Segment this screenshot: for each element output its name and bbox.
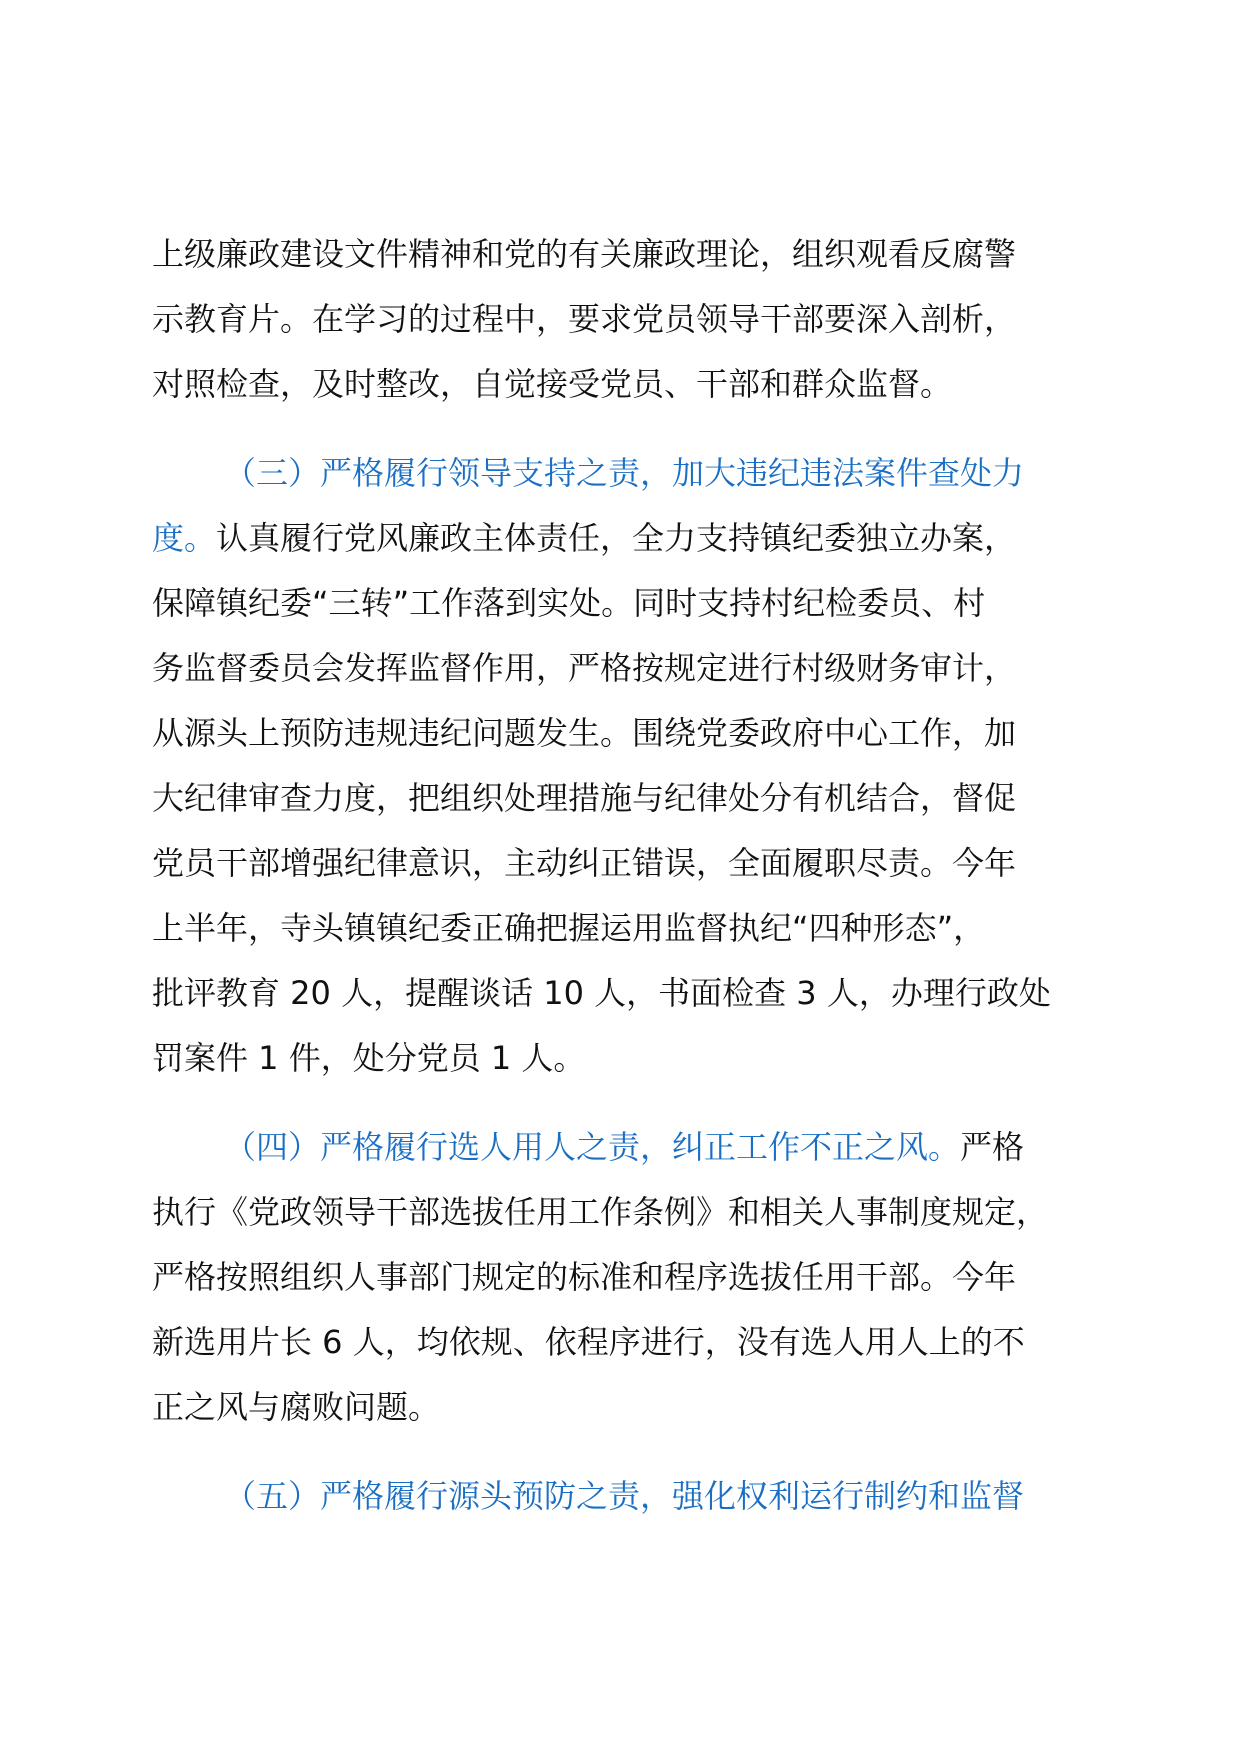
- text-line: 对照检查，及时整改，自觉接受党员、干部和群众监督。: [152, 365, 953, 403]
- text-line: [152, 1115, 1117, 1180]
- paragraph-section-four: [152, 1115, 1117, 1440]
- text-line: 罚案件 1 件，处分党员 1 人。: [152, 1039, 586, 1077]
- section-heading-four: （四）严格履行选人用人之责，纠正工作不正之风。: [224, 1128, 961, 1166]
- text-line: 批评教育 20 人，提醒谈话 10 人，书面检查 3 人，办理行政处: [152, 974, 1051, 1012]
- text-line: 从源头上预防违规违纪问题发生。围绕党委政府中心工作，加: [152, 714, 1017, 752]
- document-page: [152, 222, 1117, 1553]
- text-line: 正之风与腐败问题。: [152, 1388, 441, 1426]
- text-run: 严格: [960, 1128, 1025, 1166]
- text-line: 保障镇纪委“三转”工作落到实处。同时支持村纪检委员、村: [152, 584, 986, 622]
- text-line: 执行《党政领导干部选拔任用工作条例》和相关人事制度规定，: [152, 1193, 1049, 1231]
- paragraph-study: [152, 222, 1117, 417]
- text-run: 认真履行党风廉政主体责任，全力支持镇纪委独立办案，: [216, 519, 1017, 557]
- text-line: 示教育片。在学习的过程中，要求党员领导干部要深入剖析，: [152, 300, 1017, 338]
- section-heading-five: （五）严格履行源头预防之责，强化权利运行制约和监督: [224, 1477, 1025, 1515]
- text-line: 上半年，寺头镇镇纪委正确把握运用监督执纪“四种形态”，: [152, 909, 986, 947]
- paragraph-section-five: [152, 1464, 1117, 1529]
- text-line: 大纪律审查力度，把组织处理措施与纪律处分有机结合，督促: [152, 779, 1017, 817]
- text-line: 新选用片长 6 人，均依规、依程序进行，没有选人用人上的不: [152, 1323, 1025, 1361]
- section-heading-three-end: 度。: [152, 519, 217, 557]
- text-line: [152, 506, 1117, 571]
- text-line: 务监督委员会发挥监督作用，严格按规定进行村级财务审计，: [152, 649, 1017, 687]
- paragraph-section-three: [152, 441, 1117, 1091]
- text-line: 上级廉政建设文件精神和党的有关廉政理论，组织观看反腐警: [152, 235, 1017, 273]
- text-line: 党员干部增强纪律意识，主动纠正错误，全面履职尽责。今年: [152, 844, 1017, 882]
- section-heading-three: （三）严格履行领导支持之责，加大违纪违法案件查处力: [224, 454, 1025, 492]
- text-line: 严格按照组织人事部门规定的标准和程序选拔任用干部。今年: [152, 1258, 1017, 1296]
